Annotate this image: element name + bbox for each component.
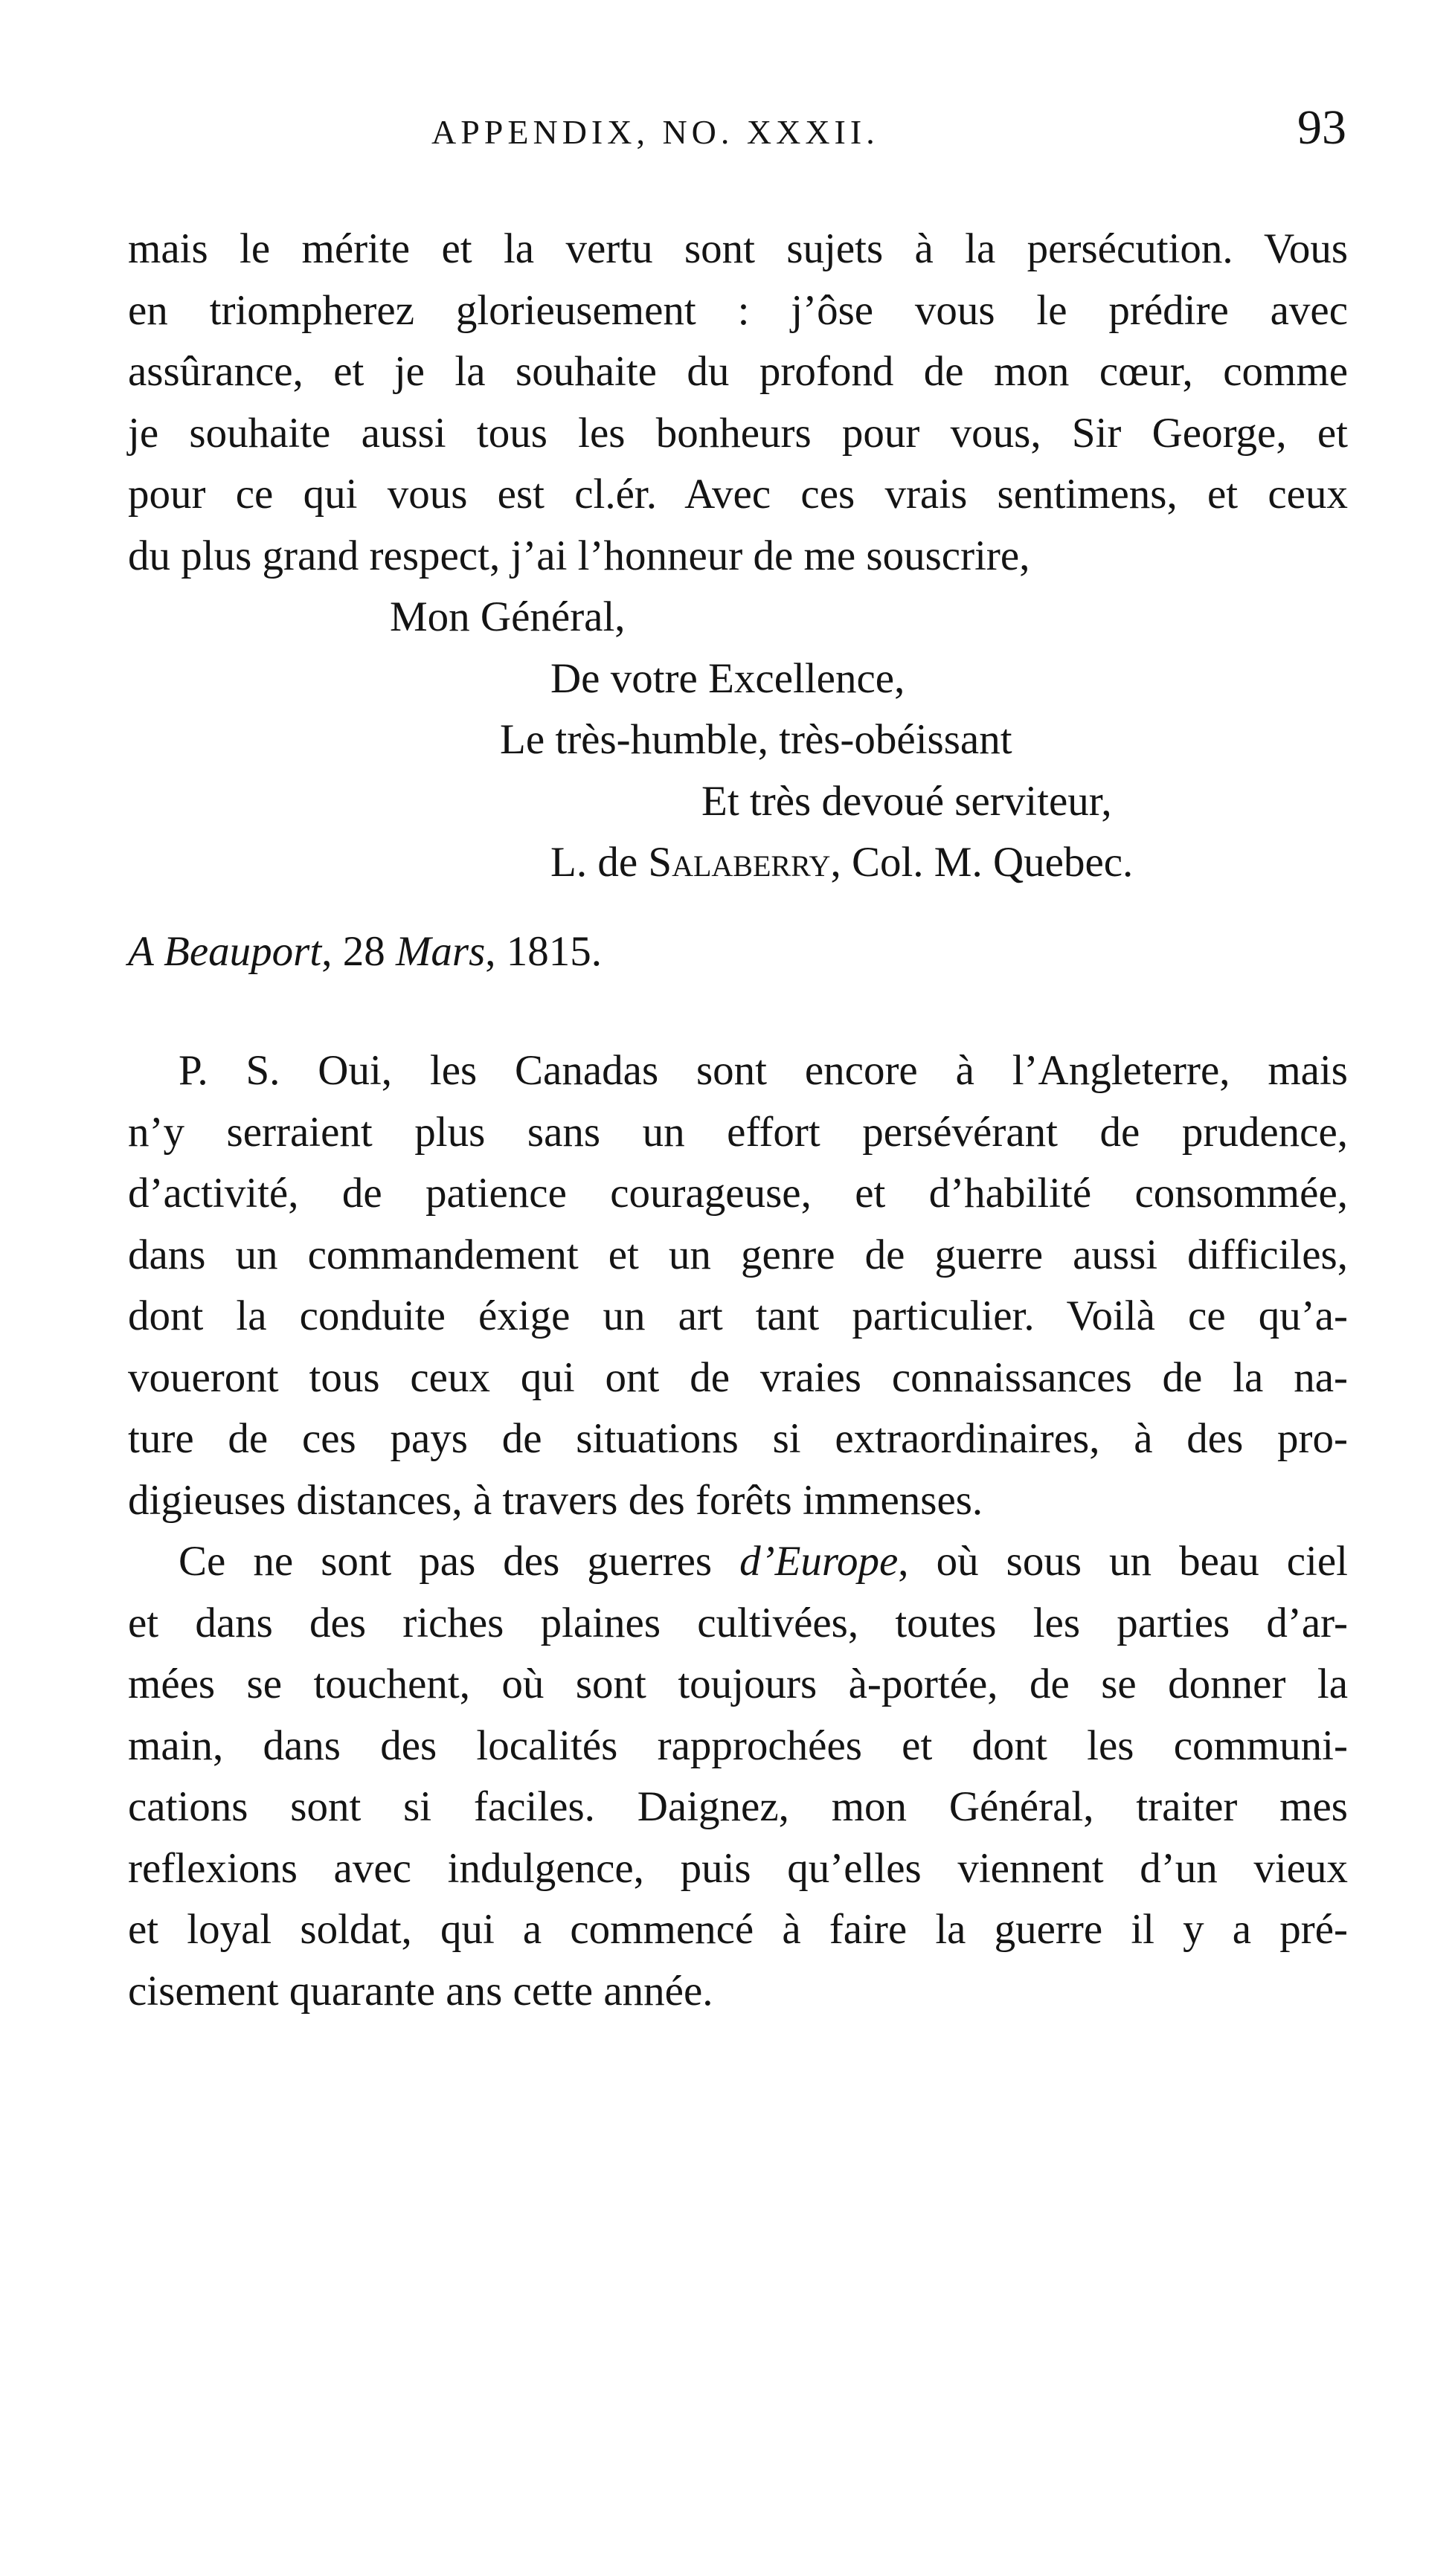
postscript-line: voueront tous ceux qui ont de vraies connaissances de la na-: [128, 1354, 1348, 1401]
page-header: [126, 100, 1346, 162]
paragraph-line: main, dans des localités rapprochées et dont les communi-: [128, 1722, 1348, 1769]
dateline-month: Mars: [395, 928, 486, 975]
postscript-line: P. S. Oui, les Canadas sont encore à l’Angleterre, mais: [179, 1047, 1348, 1094]
signature-name: Salaberry: [648, 839, 831, 886]
signature-rest: , Col. M. Quebec.: [830, 839, 1134, 886]
paragraph-text: Ce ne sont pas des guerres: [179, 1538, 740, 1585]
letter-line: mais le mérite et la vertu sont sujets à la persécution. Vous: [128, 225, 1348, 272]
running-head: APPENDIX, NO. XXXII.: [431, 113, 879, 151]
postscript-line: dans un commandement et un genre de guerre aussi difficiles,: [128, 1231, 1348, 1278]
dateline-place: A Beauport: [128, 928, 322, 975]
paragraph-line: reflexions avec indulgence, puis qu’elles viennent d’un vieux: [128, 1845, 1348, 1892]
paragraph-text: , où sous un beau ciel: [898, 1538, 1349, 1585]
paragraph-line: [179, 1532, 1348, 1591]
dateline-day: , 28: [321, 928, 396, 975]
closing-salutation: Mon Général,: [390, 593, 626, 640]
paragraph-italic: d’Europe: [739, 1538, 899, 1585]
letter-line: pour ce qui vous est cl.ér. Avec ces vrais sentimens, et ceux: [128, 471, 1348, 518]
postscript-line: digieuses distances, à travers des forêts immenses.: [128, 1477, 983, 1524]
signature-initial: L. de: [550, 839, 649, 886]
letter-line: je souhaite aussi tous les bonheurs pour vous, Sir George, et: [128, 410, 1348, 457]
paragraph-line: cisement quarante ans cette année.: [128, 1968, 713, 2015]
postscript-line: n’y serraient plus sans un effort persévérant de prudence,: [128, 1109, 1348, 1156]
paragraph-line: et dans des riches plaines cultivées, toutes les parties d’ar-: [128, 1600, 1348, 1646]
dateline-year: , 1815.: [485, 928, 603, 975]
paragraph-line: mées se touchent, où sont toujours à-portée, de se donner la: [128, 1661, 1348, 1707]
closing-line: Et très devoué serviteur,: [701, 778, 1112, 825]
page-number: 93: [1297, 100, 1346, 155]
letter-line: en triompherez glorieusement : j’ôse vous le prédire avec: [128, 287, 1348, 334]
closing-line: Le très-humble, très-obéissant: [500, 716, 1012, 763]
postscript-line: dont la conduite éxige un art tant particulier. Voilà ce qu’a-: [128, 1292, 1348, 1339]
postscript-line: ture de ces pays de situations si extraordinaires, à des pro-: [128, 1415, 1348, 1462]
paragraph-line: cations sont si faciles. Daignez, mon Général, traiter mes: [128, 1783, 1348, 1830]
letter-line: du plus grand respect, j’ai l’honneur de me souscrire,: [128, 532, 1030, 579]
postscript-line: d’activité, de patience courageuse, et d’habilité consommée,: [128, 1170, 1348, 1217]
dateline: [128, 922, 602, 982]
closing-line: De votre Excellence,: [550, 655, 905, 702]
signature: [550, 833, 1133, 892]
letter-line: assûrance, et je la souhaite du profond de mon cœur, comme: [128, 348, 1348, 395]
paragraph-line: et loyal soldat, qui a commencé à faire la guerre il y a pré-: [128, 1906, 1348, 1953]
